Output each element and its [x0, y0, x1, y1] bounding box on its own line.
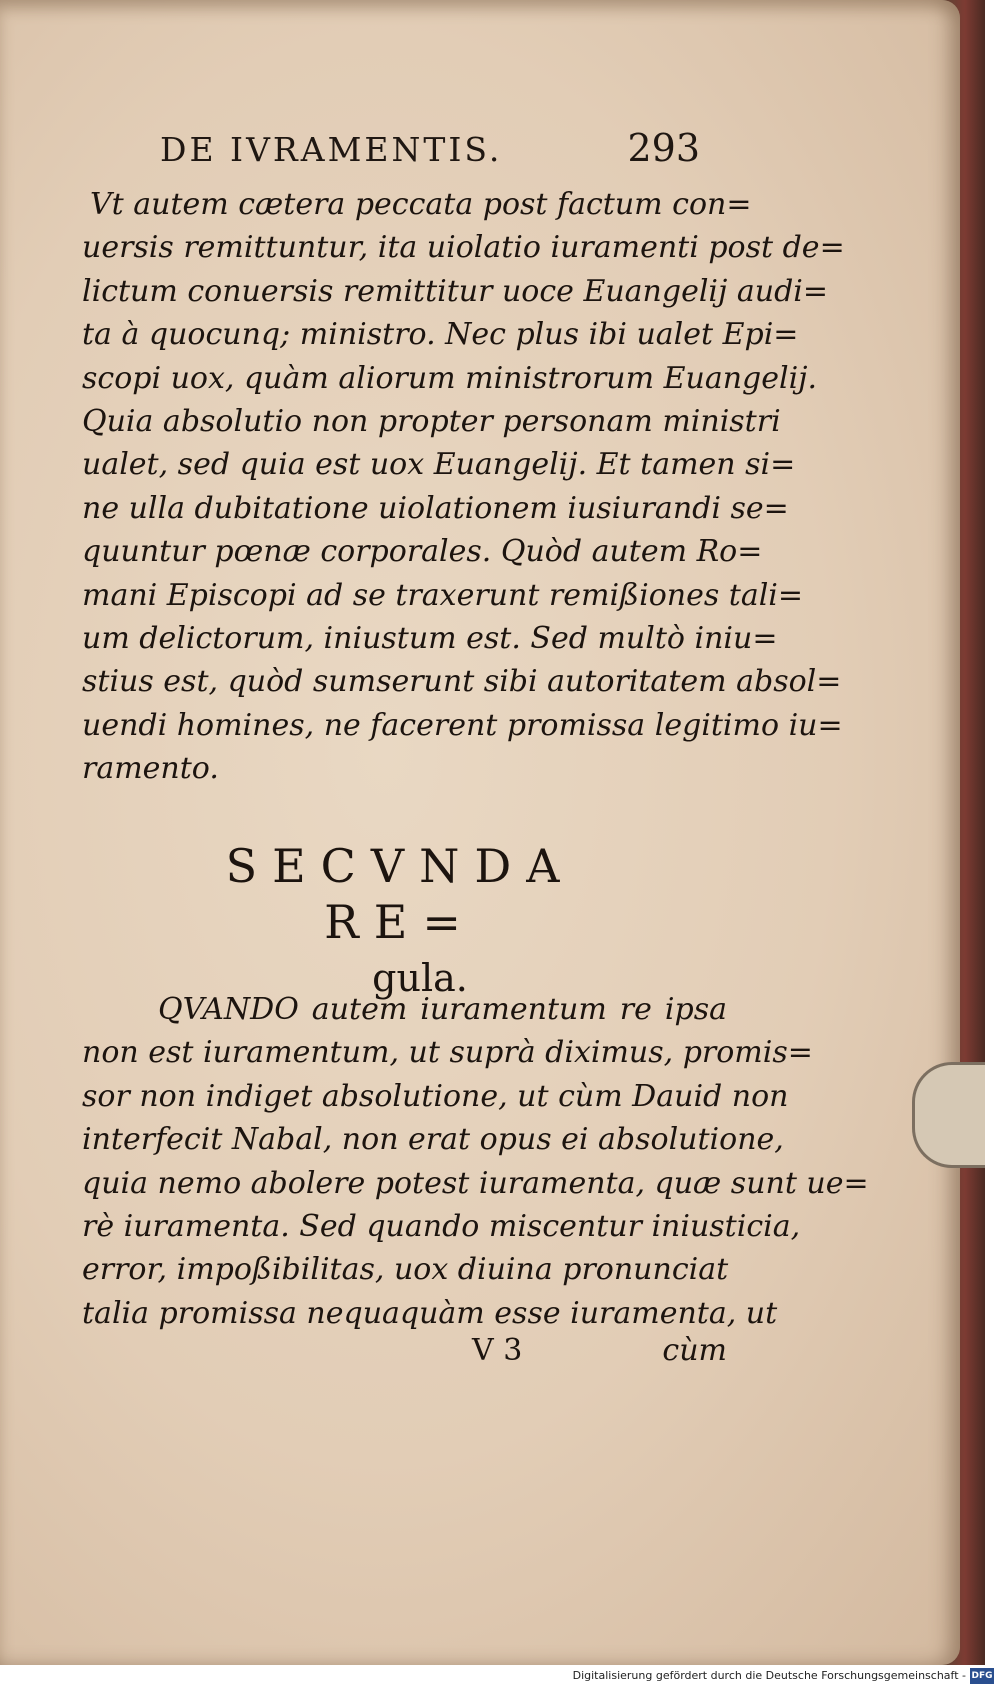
paragraph-1 — [82, 183, 845, 791]
paragraph-2 — [82, 988, 869, 1335]
section-heading — [140, 838, 660, 1004]
text-line: error, impoßibilitas, uox diuina pronunciat — [82, 1252, 729, 1288]
section-heading-line-2: gula. — [372, 956, 468, 1000]
text-line: lictum conuersis remittitur uoce Euangelij audi= — [82, 273, 829, 309]
section-heading-line-1: SECVNDA RE= — [225, 839, 575, 949]
text-line: uersis remittuntur, ita uiolatio iuramenti post de= — [82, 230, 845, 266]
text-line: Quia absolutio non propter personam ministri — [82, 404, 781, 440]
text-line: mani Episcopi ad se traxerunt remißiones tali= — [82, 577, 804, 613]
text-line: Vt autem cætera peccata post factum con= — [90, 187, 752, 222]
signature-mark: V 3 — [472, 1333, 523, 1368]
text-line: QVANDO autem iuramentum re ipsa — [158, 992, 727, 1027]
dfg-logo-icon: DFG — [970, 1668, 994, 1684]
page-clip-tab — [912, 1062, 985, 1168]
page-header — [160, 126, 720, 180]
text-line: scopi uox, quàm aliorum ministrorum Euangelij. — [82, 360, 818, 396]
text-line: uendi homines, ne facerent promissa legitimo iu= — [82, 707, 843, 743]
credit-text: Digitalisierung gefördert durch die Deutsche Forschungsgemeinschaft - — [572, 1669, 966, 1682]
text-line: quia nemo abolere potest iuramenta, quæ sunt ue= — [82, 1165, 869, 1201]
credit-bar — [0, 1665, 1000, 1688]
text-line: um delictorum, iniustum est. Sed multò iniu= — [82, 621, 778, 657]
text-line: ne ulla dubitatione uiolationem iusiurandi se= — [82, 490, 789, 526]
text-line: ualet, sed quia est uox Euangelij. Et tamen si= — [82, 447, 796, 483]
text-line: stius est, quòd sumserunt sibi autoritatem absol= — [82, 664, 842, 700]
text-line: ramento. — [82, 751, 219, 787]
page-number: 293 — [627, 126, 700, 170]
text-line: talia promissa nequaquàm esse iuramenta, ut — [82, 1295, 778, 1331]
running-title: DE IVRAMENTIS. — [160, 130, 503, 169]
text-line: non est iuramentum, ut suprà diximus, promis= — [82, 1035, 813, 1071]
text-line: rè iuramenta. Sed quando miscentur iniusticia, — [82, 1209, 801, 1245]
text-line: ta à quocunq; ministro. Nec plus ibi ualet Epi= — [82, 317, 799, 353]
text-line: interfecit Nabal, non erat opus ei absolutione, — [82, 1122, 784, 1158]
text-line: quuntur pœnæ corporales. Quòd autem Ro= — [82, 534, 763, 570]
catchword: cùm — [662, 1333, 727, 1368]
text-line: sor non indiget absolutione, ut cùm Dauid non — [82, 1078, 789, 1114]
